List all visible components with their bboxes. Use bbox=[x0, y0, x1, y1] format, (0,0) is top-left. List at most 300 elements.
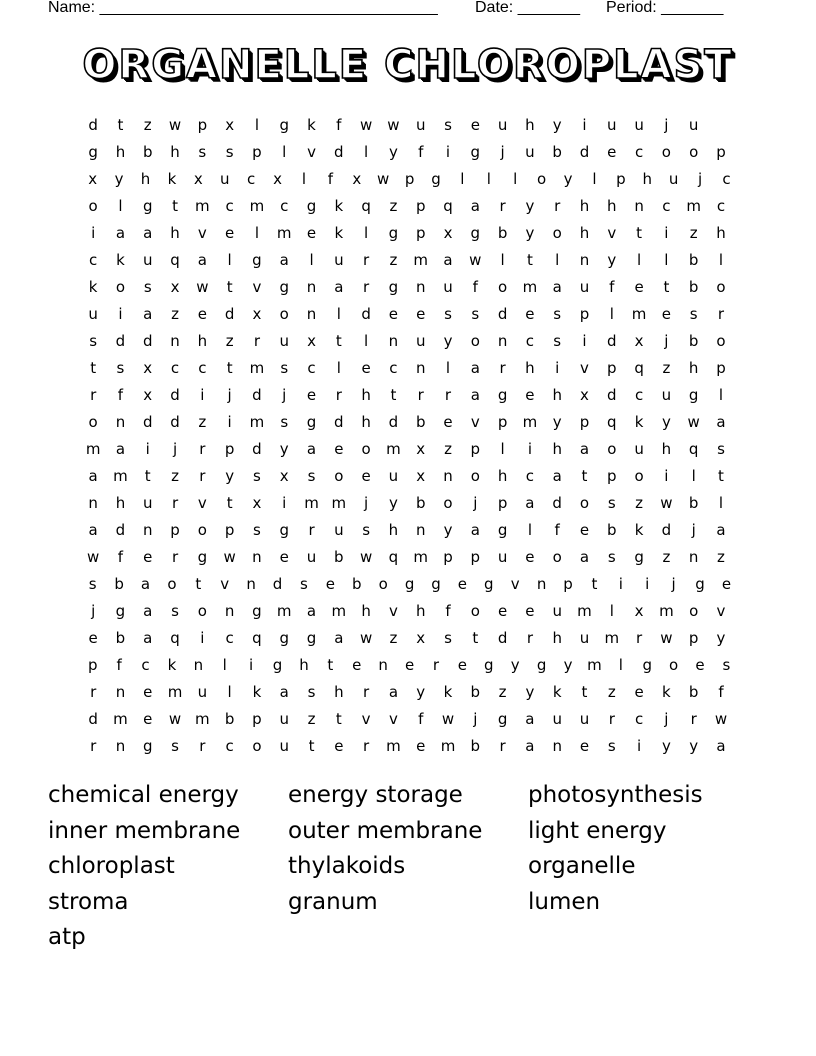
grid-letter[interactable]: n bbox=[170, 332, 181, 350]
grid-letter[interactable]: v bbox=[252, 278, 263, 296]
grid-letter[interactable]: r bbox=[171, 548, 180, 566]
grid-letter[interactable]: r bbox=[608, 710, 616, 728]
grid-letter[interactable]: o bbox=[552, 224, 563, 242]
grid-letter[interactable]: k bbox=[167, 170, 178, 188]
grid-letter[interactable]: c bbox=[662, 197, 672, 215]
grid-letter[interactable]: b bbox=[688, 251, 700, 269]
grid-letter[interactable]: r bbox=[444, 386, 453, 404]
grid-letter[interactable]: b bbox=[415, 413, 427, 431]
grid-letter[interactable]: g bbox=[306, 413, 318, 431]
grid-letter[interactable]: c bbox=[225, 629, 235, 647]
grid-letter[interactable]: i bbox=[200, 386, 206, 404]
grid-letter[interactable]: n bbox=[193, 656, 205, 674]
grid-letter[interactable]: h bbox=[197, 332, 209, 350]
grid-letter[interactable]: o bbox=[470, 332, 481, 350]
grid-letter[interactable]: r bbox=[363, 251, 371, 269]
grid-letter[interactable]: g bbox=[88, 143, 99, 161]
name-field[interactable]: Name: ______________________________________ bbox=[48, 0, 438, 16]
grid-letter[interactable]: a bbox=[552, 467, 563, 485]
grid-letter[interactable]: g bbox=[431, 170, 442, 188]
grid-letter[interactable]: u bbox=[279, 710, 290, 728]
grid-letter[interactable]: g bbox=[279, 278, 290, 296]
grid-letter[interactable]: b bbox=[497, 224, 509, 242]
grid-letter[interactable]: m bbox=[604, 629, 621, 647]
grid-letter[interactable]: e bbox=[525, 602, 536, 620]
grid-letter[interactable]: e bbox=[416, 737, 427, 755]
grid-letter[interactable]: r bbox=[90, 386, 98, 404]
grid-letter[interactable]: l bbox=[555, 251, 561, 269]
grid-letter[interactable]: m bbox=[413, 251, 430, 269]
grid-letter[interactable]: x bbox=[307, 332, 317, 350]
grid-letter[interactable]: m bbox=[304, 494, 320, 512]
grid-letter[interactable]: p bbox=[607, 467, 618, 485]
grid-letter[interactable]: u bbox=[197, 683, 209, 701]
grid-letter[interactable]: r bbox=[690, 710, 698, 728]
grid-letter[interactable]: o bbox=[197, 521, 208, 539]
grid-letter[interactable]: s bbox=[253, 521, 262, 539]
grid-letter[interactable]: l bbox=[364, 143, 370, 161]
grid-letter[interactable]: w bbox=[441, 710, 456, 728]
grid-letter[interactable]: t bbox=[526, 251, 534, 269]
grid-letter[interactable]: u bbox=[219, 170, 231, 188]
grid-letter[interactable]: x bbox=[170, 278, 181, 296]
grid-letter[interactable]: y bbox=[716, 629, 727, 647]
grid-letter[interactable]: e bbox=[607, 143, 618, 161]
grid-letter[interactable]: n bbox=[246, 575, 257, 593]
grid-letter[interactable]: l bbox=[618, 656, 624, 674]
grid-letter[interactable]: h bbox=[388, 521, 400, 539]
grid-letter[interactable]: u bbox=[497, 548, 509, 566]
grid-letter[interactable]: s bbox=[198, 143, 208, 161]
grid-letter[interactable]: n bbox=[688, 548, 700, 566]
grid-letter[interactable]: x bbox=[193, 170, 204, 188]
grid-letter[interactable]: j bbox=[473, 494, 479, 512]
grid-letter[interactable]: m bbox=[386, 737, 402, 755]
grid-letter[interactable]: m bbox=[659, 602, 675, 620]
grid-letter[interactable]: p bbox=[415, 197, 427, 215]
grid-letter[interactable]: d bbox=[88, 710, 99, 728]
grid-letter[interactable]: s bbox=[444, 629, 453, 647]
grid-letter[interactable]: e bbox=[457, 575, 468, 593]
grid-letter[interactable]: a bbox=[306, 602, 318, 620]
grid-letter[interactable]: t bbox=[195, 575, 203, 593]
grid-letter[interactable]: d bbox=[170, 386, 181, 404]
grid-letter[interactable]: j bbox=[91, 602, 97, 620]
grid-letter[interactable]: s bbox=[143, 278, 153, 296]
grid-letter[interactable]: a bbox=[716, 521, 727, 539]
grid-letter[interactable]: t bbox=[327, 656, 335, 674]
grid-letter[interactable]: n bbox=[634, 197, 645, 215]
grid-letter[interactable]: l bbox=[254, 224, 261, 242]
grid-letter[interactable]: d bbox=[272, 575, 284, 593]
grid-letter[interactable]: b bbox=[470, 683, 482, 701]
grid-letter[interactable]: p bbox=[415, 224, 427, 242]
grid-letter[interactable]: p bbox=[252, 710, 263, 728]
grid-letter[interactable]: s bbox=[253, 467, 262, 485]
grid-letter[interactable]: t bbox=[335, 332, 343, 350]
grid-letter[interactable]: c bbox=[198, 359, 208, 377]
grid-letter[interactable]: d bbox=[334, 413, 345, 431]
grid-letter[interactable]: l bbox=[364, 224, 370, 242]
grid-letter[interactable]: u bbox=[525, 143, 536, 161]
grid-letter[interactable]: z bbox=[635, 494, 645, 512]
grid-letter[interactable]: v bbox=[607, 224, 618, 242]
grid-letter[interactable]: g bbox=[306, 629, 318, 647]
grid-letter[interactable]: j bbox=[282, 386, 288, 404]
grid-letter[interactable]: o bbox=[279, 305, 290, 323]
grid-letter[interactable]: k bbox=[334, 197, 345, 215]
grid-letter[interactable]: x bbox=[225, 116, 236, 134]
grid-letter[interactable]: u bbox=[306, 548, 318, 566]
grid-letter[interactable]: e bbox=[225, 224, 236, 242]
grid-letter[interactable]: x bbox=[416, 629, 427, 647]
grid-letter[interactable]: n bbox=[252, 548, 263, 566]
grid-letter[interactable]: c bbox=[389, 359, 399, 377]
grid-letter[interactable]: i bbox=[555, 359, 561, 377]
grid-letter[interactable]: r bbox=[199, 440, 207, 458]
grid-letter[interactable]: z bbox=[171, 467, 180, 485]
grid-letter[interactable]: d bbox=[552, 494, 563, 512]
grid-letter[interactable]: t bbox=[581, 467, 589, 485]
grid-letter[interactable]: q bbox=[170, 629, 181, 647]
grid-letter[interactable]: w bbox=[87, 548, 101, 566]
grid-letter[interactable]: f bbox=[327, 170, 334, 188]
grid-letter[interactable]: r bbox=[636, 629, 644, 647]
grid-letter[interactable]: i bbox=[282, 494, 288, 512]
grid-letter[interactable]: o bbox=[197, 602, 208, 620]
grid-letter[interactable]: y bbox=[552, 413, 563, 431]
grid-letter[interactable]: t bbox=[718, 467, 725, 485]
grid-letter[interactable]: l bbox=[500, 440, 506, 458]
grid-letter[interactable]: z bbox=[307, 710, 317, 728]
grid-letter[interactable]: p bbox=[579, 305, 591, 323]
grid-letter[interactable]: x bbox=[352, 170, 363, 188]
grid-letter[interactable]: p bbox=[252, 143, 263, 161]
grid-letter[interactable]: e bbox=[579, 521, 591, 539]
grid-letter[interactable]: y bbox=[563, 656, 574, 674]
grid-letter[interactable]: v bbox=[716, 602, 727, 620]
grid-letter[interactable]: s bbox=[553, 305, 563, 323]
grid-letter[interactable]: g bbox=[536, 656, 548, 674]
grid-letter[interactable]: g bbox=[470, 224, 482, 242]
grid-letter[interactable]: d bbox=[334, 143, 345, 161]
grid-letter[interactable]: x bbox=[580, 386, 590, 404]
grid-letter[interactable]: k bbox=[307, 116, 317, 134]
grid-letter[interactable]: e bbox=[88, 629, 99, 647]
grid-letter[interactable]: s bbox=[116, 359, 126, 377]
grid-letter[interactable]: y bbox=[661, 737, 672, 755]
grid-letter[interactable]: m bbox=[167, 683, 184, 701]
grid-letter[interactable]: q bbox=[688, 440, 700, 458]
grid-letter[interactable]: h bbox=[115, 494, 127, 512]
grid-letter[interactable]: r bbox=[308, 521, 316, 539]
grid-letter[interactable]: l bbox=[609, 602, 615, 620]
grid-letter[interactable]: p bbox=[224, 521, 236, 539]
grid-letter[interactable]: h bbox=[688, 359, 700, 377]
grid-letter[interactable]: z bbox=[389, 251, 399, 269]
grid-letter[interactable]: t bbox=[335, 710, 343, 728]
grid-letter[interactable]: e bbox=[634, 278, 645, 296]
grid-letter[interactable]: f bbox=[418, 143, 425, 161]
grid-letter[interactable]: h bbox=[361, 602, 372, 620]
grid-letter[interactable]: l bbox=[254, 116, 261, 134]
grid-letter[interactable]: i bbox=[582, 116, 588, 134]
grid-letter[interactable]: m bbox=[440, 737, 457, 755]
grid-letter[interactable]: l bbox=[718, 494, 725, 512]
grid-letter[interactable]: m bbox=[587, 656, 603, 674]
grid-letter[interactable]: j bbox=[664, 710, 670, 728]
grid-letter[interactable]: u bbox=[334, 251, 345, 269]
grid-letter[interactable]: e bbox=[325, 575, 336, 593]
grid-letter[interactable]: l bbox=[664, 251, 670, 269]
grid-letter[interactable]: h bbox=[299, 656, 310, 674]
grid-letter[interactable]: g bbox=[142, 737, 154, 755]
grid-letter[interactable]: r bbox=[499, 737, 507, 755]
grid-letter[interactable]: f bbox=[418, 710, 425, 728]
grid-letter[interactable]: z bbox=[225, 332, 235, 350]
grid-letter[interactable]: s bbox=[171, 737, 180, 755]
grid-letter[interactable]: c bbox=[716, 197, 727, 215]
grid-letter[interactable]: n bbox=[115, 737, 127, 755]
grid-letter[interactable]: e bbox=[334, 440, 345, 458]
grid-letter[interactable]: o bbox=[669, 656, 680, 674]
grid-letter[interactable]: h bbox=[334, 683, 345, 701]
grid-letter[interactable]: o bbox=[537, 170, 548, 188]
grid-letter[interactable]: h bbox=[115, 143, 127, 161]
grid-letter[interactable]: a bbox=[140, 575, 152, 593]
grid-letter[interactable]: s bbox=[607, 737, 617, 755]
grid-letter[interactable]: d bbox=[497, 629, 509, 647]
grid-letter[interactable]: c bbox=[225, 737, 235, 755]
grid-letter[interactable]: p bbox=[688, 629, 700, 647]
grid-letter[interactable]: n bbox=[415, 521, 427, 539]
grid-letter[interactable]: m bbox=[195, 197, 211, 215]
grid-letter[interactable]: w bbox=[660, 629, 674, 647]
grid-letter[interactable]: u bbox=[279, 332, 290, 350]
grid-letter[interactable]: h bbox=[607, 197, 618, 215]
grid-letter[interactable]: m bbox=[631, 305, 648, 323]
grid-letter[interactable]: i bbox=[200, 629, 206, 647]
grid-letter[interactable]: a bbox=[470, 386, 481, 404]
grid-letter[interactable]: n bbox=[224, 602, 236, 620]
grid-letter[interactable]: l bbox=[513, 170, 519, 188]
grid-letter[interactable]: i bbox=[445, 143, 452, 161]
grid-letter[interactable]: w bbox=[196, 278, 210, 296]
grid-letter[interactable]: c bbox=[170, 359, 181, 377]
grid-letter[interactable]: m bbox=[249, 359, 266, 377]
grid-letter[interactable]: e bbox=[721, 575, 733, 593]
grid-letter[interactable]: x bbox=[143, 386, 154, 404]
grid-letter[interactable]: o bbox=[689, 143, 700, 161]
grid-letter[interactable]: z bbox=[143, 116, 153, 134]
grid-letter[interactable]: r bbox=[90, 683, 98, 701]
grid-letter[interactable]: u bbox=[552, 602, 563, 620]
grid-letter[interactable]: i bbox=[527, 440, 533, 458]
grid-letter[interactable]: t bbox=[226, 494, 234, 512]
grid-letter[interactable]: u bbox=[634, 440, 645, 458]
grid-letter[interactable]: g bbox=[279, 116, 290, 134]
grid-letter[interactable]: t bbox=[117, 116, 125, 134]
grid-letter[interactable]: r bbox=[417, 386, 425, 404]
grid-letter[interactable]: e bbox=[197, 305, 208, 323]
grid-letter[interactable]: i bbox=[637, 737, 643, 755]
grid-letter[interactable]: o bbox=[378, 575, 389, 593]
grid-letter[interactable]: y bbox=[525, 197, 536, 215]
grid-letter[interactable]: u bbox=[142, 494, 154, 512]
grid-letter[interactable]: m bbox=[249, 197, 266, 215]
grid-letter[interactable]: a bbox=[279, 251, 290, 269]
grid-letter[interactable]: d bbox=[252, 440, 263, 458]
grid-letter[interactable]: w bbox=[359, 116, 374, 134]
grid-letter[interactable]: f bbox=[554, 521, 561, 539]
grid-letter[interactable]: e bbox=[361, 467, 372, 485]
grid-letter[interactable]: s bbox=[444, 116, 453, 134]
grid-letter[interactable]: u bbox=[88, 305, 99, 323]
period-field[interactable]: Period: _______ bbox=[606, 0, 724, 16]
grid-letter[interactable]: a bbox=[525, 494, 536, 512]
grid-letter[interactable]: u bbox=[415, 332, 427, 350]
grid-letter[interactable]: r bbox=[499, 359, 507, 377]
grid-letter[interactable]: r bbox=[171, 494, 180, 512]
grid-letter[interactable]: b bbox=[688, 278, 700, 296]
grid-letter[interactable]: n bbox=[142, 521, 154, 539]
grid-letter[interactable]: b bbox=[552, 143, 563, 161]
grid-letter[interactable]: w bbox=[469, 251, 483, 269]
grid-letter[interactable]: e bbox=[388, 305, 400, 323]
grid-letter[interactable]: g bbox=[115, 602, 127, 620]
grid-letter[interactable]: c bbox=[225, 197, 235, 215]
grid-letter[interactable]: g bbox=[695, 575, 706, 593]
grid-letter[interactable]: a bbox=[552, 278, 563, 296]
grid-letter[interactable]: a bbox=[388, 683, 400, 701]
grid-letter[interactable]: l bbox=[227, 251, 233, 269]
grid-letter[interactable]: e bbox=[457, 656, 468, 674]
grid-letter[interactable]: e bbox=[634, 683, 645, 701]
grid-letter[interactable]: k bbox=[443, 683, 454, 701]
grid-letter[interactable]: n bbox=[497, 332, 509, 350]
grid-letter[interactable]: a bbox=[143, 224, 154, 242]
grid-letter[interactable]: q bbox=[634, 359, 645, 377]
grid-letter[interactable]: k bbox=[88, 278, 99, 296]
grid-letter[interactable]: e bbox=[443, 413, 454, 431]
grid-letter[interactable]: c bbox=[634, 386, 645, 404]
grid-letter[interactable]: y bbox=[525, 683, 536, 701]
grid-letter[interactable]: e bbox=[361, 359, 372, 377]
grid-letter[interactable]: d bbox=[115, 521, 127, 539]
grid-letter[interactable]: t bbox=[472, 629, 480, 647]
grid-letter[interactable]: s bbox=[300, 575, 309, 593]
grid-letter[interactable]: o bbox=[716, 278, 727, 296]
grid-letter[interactable]: u bbox=[388, 467, 400, 485]
grid-letter[interactable]: l bbox=[486, 170, 492, 188]
grid-letter[interactable]: x bbox=[443, 224, 454, 242]
grid-letter[interactable]: a bbox=[143, 305, 154, 323]
grid-letter[interactable]: p bbox=[716, 143, 727, 161]
grid-letter[interactable]: o bbox=[167, 575, 178, 593]
grid-letter[interactable]: a bbox=[334, 278, 345, 296]
grid-letter[interactable]: m bbox=[386, 440, 402, 458]
grid-letter[interactable]: j bbox=[172, 440, 179, 458]
grid-letter[interactable]: e bbox=[143, 683, 154, 701]
grid-letter[interactable]: l bbox=[301, 170, 308, 188]
grid-letter[interactable]: p bbox=[443, 548, 454, 566]
grid-letter[interactable]: i bbox=[664, 224, 670, 242]
grid-letter[interactable]: a bbox=[579, 440, 591, 458]
grid-letter[interactable]: s bbox=[362, 521, 372, 539]
grid-letter[interactable]: e bbox=[143, 548, 154, 566]
grid-letter[interactable]: r bbox=[717, 305, 726, 323]
grid-letter[interactable]: p bbox=[470, 548, 482, 566]
grid-letter[interactable]: o bbox=[252, 737, 263, 755]
grid-letter[interactable]: c bbox=[525, 332, 536, 350]
grid-letter[interactable]: a bbox=[525, 737, 536, 755]
grid-letter[interactable]: y bbox=[510, 656, 521, 674]
grid-letter[interactable]: b bbox=[688, 683, 700, 701]
grid-letter[interactable]: q bbox=[443, 197, 454, 215]
grid-letter[interactable]: u bbox=[415, 116, 427, 134]
grid-letter[interactable]: g bbox=[197, 548, 209, 566]
grid-letter[interactable]: y bbox=[563, 170, 574, 188]
grid-letter[interactable]: y bbox=[689, 737, 700, 755]
grid-letter[interactable]: u bbox=[443, 278, 454, 296]
grid-letter[interactable]: g bbox=[497, 710, 509, 728]
grid-letter[interactable]: j bbox=[664, 332, 670, 350]
grid-letter[interactable]: h bbox=[552, 440, 563, 458]
grid-letter[interactable]: y bbox=[607, 251, 618, 269]
grid-letter[interactable]: l bbox=[718, 251, 725, 269]
grid-letter[interactable]: o bbox=[88, 197, 99, 215]
grid-letter[interactable]: z bbox=[607, 683, 617, 701]
grid-letter[interactable]: h bbox=[716, 224, 727, 242]
grid-letter[interactable]: e bbox=[279, 548, 290, 566]
grid-letter[interactable]: c bbox=[634, 143, 645, 161]
grid-letter[interactable]: l bbox=[227, 683, 233, 701]
grid-letter[interactable]: b bbox=[688, 332, 700, 350]
grid-letter[interactable]: k bbox=[634, 521, 645, 539]
grid-letter[interactable]: p bbox=[470, 440, 482, 458]
grid-letter[interactable]: c bbox=[722, 170, 732, 188]
grid-letter[interactable]: i bbox=[664, 467, 670, 485]
grid-letter[interactable]: m bbox=[522, 278, 539, 296]
grid-letter[interactable]: h bbox=[361, 413, 372, 431]
grid-letter[interactable]: o bbox=[443, 494, 454, 512]
grid-letter[interactable]: g bbox=[279, 521, 290, 539]
date-field[interactable]: Date: _______ bbox=[475, 0, 580, 16]
grid-letter[interactable]: g bbox=[306, 197, 318, 215]
grid-letter[interactable]: c bbox=[247, 170, 257, 188]
grid-letter[interactable]: d bbox=[170, 413, 181, 431]
grid-letter[interactable]: m bbox=[195, 710, 211, 728]
grid-letter[interactable]: r bbox=[90, 737, 98, 755]
grid-letter[interactable]: a bbox=[279, 683, 290, 701]
grid-letter[interactable]: g bbox=[142, 197, 154, 215]
grid-letter[interactable]: e bbox=[525, 548, 536, 566]
grid-letter[interactable]: s bbox=[88, 575, 98, 593]
grid-letter[interactable]: o bbox=[470, 467, 481, 485]
grid-letter[interactable]: y bbox=[225, 467, 236, 485]
grid-letter[interactable]: r bbox=[363, 278, 371, 296]
grid-letter[interactable]: c bbox=[525, 467, 536, 485]
grid-letter[interactable]: l bbox=[691, 467, 697, 485]
grid-letter[interactable]: z bbox=[171, 305, 180, 323]
grid-letter[interactable]: x bbox=[279, 467, 290, 485]
grid-letter[interactable]: o bbox=[634, 467, 645, 485]
grid-letter[interactable]: f bbox=[718, 683, 725, 701]
grid-letter[interactable]: x bbox=[252, 494, 263, 512]
grid-letter[interactable]: p bbox=[224, 440, 236, 458]
grid-letter[interactable]: p bbox=[616, 170, 627, 188]
grid-letter[interactable]: a bbox=[88, 521, 99, 539]
